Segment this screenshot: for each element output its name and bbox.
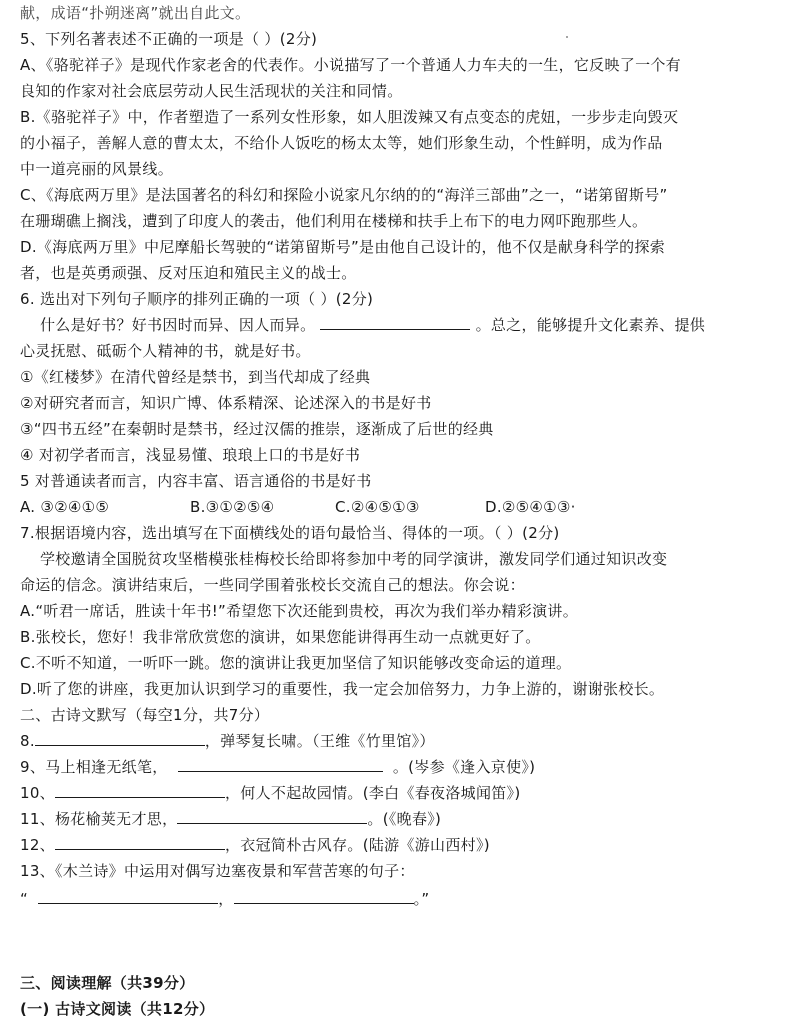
question-text: ，何人不起故园情。(李白《春夜洛城闻笛》) xyxy=(225,784,521,802)
question-5 xyxy=(20,28,781,50)
text-line: ①《红楼梦》在清代曾经是禁书，到当代却成了经典 xyxy=(20,368,371,386)
option-c[interactable]: C.不听不知道，一听吓一跳。您的演讲让我更加坚信了知识能够改变命运的道理。 xyxy=(20,654,572,672)
text-line: 的小福子，善解人意的曹太太，不给仆人饭吃的杨太太等，她们形象生动，个性鲜明，成为作品 xyxy=(20,134,663,152)
question-11 xyxy=(20,808,781,830)
option-a[interactable]: A.“听君一席话，胜读十年书!”希望您下次还能到贵校，再次为我们举办精彩演讲。 xyxy=(20,602,579,620)
text-line: ②对研究者而言，知识广博、体系精深、论述深入的书是好书 xyxy=(20,394,432,412)
text-line: 学校邀请全国脱贫攻坚楷模张桂梅校长给即将参加中考的同学演讲，激发同学们通过知识改变 xyxy=(40,550,668,568)
question-6-passage xyxy=(40,314,781,336)
text-line: 5 对普通读者而言，内容丰富、语言通俗的书是好书 xyxy=(20,472,372,490)
text-line: 心灵抚慰、砥砺个人精神的书，就是好书。 xyxy=(20,342,311,360)
passage-text: 。总之，能够提升文化素养、提供 xyxy=(475,316,706,334)
question-6-stem: 6. 选出对下列句子顺序的排列正确的一项（ ）(2分) xyxy=(20,290,374,308)
question-8 xyxy=(20,730,781,752)
question-13-stem: 13、《木兰诗》中运用对偶写边塞夜景和军营苦寒的句子： xyxy=(20,862,415,880)
question-7-stem: 7.根据语境内容，选出填写在下面横线处的语句最恰当、得体的一项。（ ）(2分) xyxy=(20,524,560,542)
answer-blank[interactable] xyxy=(55,835,225,850)
close-quote: 。” xyxy=(413,890,430,908)
question-text: 。(岑参《逢入京使》) xyxy=(392,758,536,776)
option-c[interactable]: C.②④⑤①③ xyxy=(335,498,420,516)
answer-blank[interactable] xyxy=(178,757,383,772)
question-9 xyxy=(20,756,781,778)
passage-text: 什么是好书？好书因时而异、因人而异。 xyxy=(40,316,316,334)
question-5-stem: 5、下列名著表述不正确的一项是（ ）(2分) xyxy=(20,30,318,48)
text-line: B.《骆驼祥子》中，作者塑造了一系列女性形象，如人胆泼辣又有点变态的虎妞，一步步走向毁灭 xyxy=(20,108,679,126)
option-b[interactable]: B.③①②⑤④ xyxy=(190,498,275,516)
section-3-heading: 三、阅读理解（共39分） xyxy=(20,974,195,992)
question-text: 。(《晚春》) xyxy=(367,810,442,828)
question-number: 10、 xyxy=(20,784,55,802)
section-2-heading: 二、古诗文默写（每空1分，共7分） xyxy=(20,706,270,724)
answer-blank[interactable] xyxy=(320,315,470,330)
question-text: ，衣冠简朴古风存。(陆游《游山西村》) xyxy=(225,836,490,854)
comma: ， xyxy=(218,890,234,908)
answer-blank[interactable] xyxy=(177,809,367,824)
text-line: 中一道亮丽的风景线。 xyxy=(20,160,174,178)
option-d[interactable]: D.②⑤④①③· xyxy=(485,498,576,516)
answer-blank[interactable] xyxy=(55,783,225,798)
text-line: ④ 对初学者而言，浅显易懂、琅琅上口的书是好书 xyxy=(20,446,361,464)
question-text: 11、杨花榆荚无才思， xyxy=(20,810,178,828)
open-quote: “ xyxy=(20,890,29,908)
answer-blank[interactable] xyxy=(38,889,218,904)
question-6-options xyxy=(20,496,781,518)
answer-blank[interactable] xyxy=(35,731,205,746)
question-text: ，弹琴复长啸。（王维《竹里馆》） xyxy=(204,732,435,750)
answer-blank[interactable] xyxy=(234,889,414,904)
question-number: 8. xyxy=(20,732,35,750)
text-line: D.《海底两万里》中尼摩船长驾驶的“诺第留斯号”是由他自己设计的，他不仅是献身科学的探索 xyxy=(20,238,666,256)
section-3-subheading: (一) 古诗文阅读（共12分） xyxy=(20,1000,215,1018)
text-line: 献，成语“扑朔迷离”就出自此文。 xyxy=(20,4,251,22)
question-13-answer xyxy=(20,888,781,910)
text-line: C、《海底两万里》是法国著名的科幻和探险小说家凡尔纳的的“海洋三部曲”之一，“诺第留斯号” xyxy=(20,186,668,204)
text-line: 者，也是英勇顽强、反对压迫和殖民主义的战士。 xyxy=(20,264,357,282)
text-line: ③“四书五经”在秦朝时是禁书，经过汉儒的推崇，逐渐成了后世的经典 xyxy=(20,420,494,438)
text-line: 命运的信念。演讲结束后，一些同学围着张校长交流自己的想法。你会说： xyxy=(20,576,525,594)
question-12 xyxy=(20,834,781,856)
text-line: A、《骆驼祥子》是现代作家老舍的代表作。小说描写了一个普通人力车夫的一生，它反映了一个有 xyxy=(20,56,681,74)
option-d[interactable]: D.听了您的讲座，我更加认识到学习的重要性，我一定会加倍努力，力争上游的，谢谢张校长。 xyxy=(20,680,665,698)
option-a[interactable]: A. ③②④①⑤ xyxy=(20,498,110,516)
question-number: 12、 xyxy=(20,836,55,854)
option-b[interactable]: B.张校长，您好！我非常欣赏您的演讲，如果您能讲得再生动一点就更好了。 xyxy=(20,628,541,646)
text-line: 良知的作家对社会底层劳动人民生活现状的关注和同情。 xyxy=(20,82,403,100)
text-line: 在珊瑚礁上搁浅，遭到了印度人的袭击，他们利用在楼梯和扶手上布下的电力网吓跑那些人。 xyxy=(20,212,648,230)
question-text: 9、马上相逢无纸笔， xyxy=(20,758,168,776)
question-10 xyxy=(20,782,781,804)
